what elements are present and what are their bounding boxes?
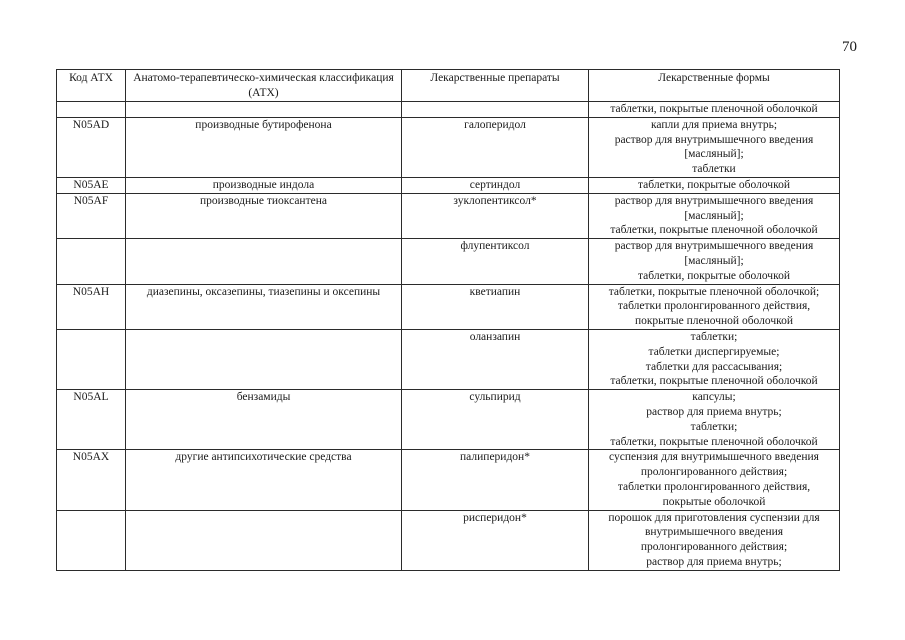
form-line: таблетки <box>692 163 736 176</box>
table-row <box>57 390 840 450</box>
cell-drug: кветиапин <box>402 284 589 329</box>
cell-forms <box>589 193 840 238</box>
cell-drug: рисперидон* <box>402 510 589 570</box>
table-row <box>57 102 840 118</box>
cell-code <box>57 329 126 389</box>
table-row <box>57 239 840 284</box>
table-row <box>57 284 840 329</box>
cell-code: N05AL <box>57 390 126 450</box>
cell-classification <box>126 102 402 118</box>
cell-forms <box>589 177 840 193</box>
cell-code: N05AX <box>57 450 126 510</box>
form-line: [масляный]; <box>684 148 744 161</box>
table-row <box>57 117 840 177</box>
form-line: капли для приема внутрь; <box>650 118 778 131</box>
cell-drug: сертиндол <box>402 177 589 193</box>
cell-classification <box>126 510 402 570</box>
atx-drug-table <box>56 69 840 571</box>
cell-forms <box>589 510 840 570</box>
cell-drug: зуклопентиксол* <box>402 193 589 238</box>
form-line: таблетки, покрытые оболочкой <box>638 178 790 191</box>
table-body <box>57 102 840 571</box>
table-row <box>57 510 840 570</box>
form-line: раствор для внутримышечного введения <box>614 240 814 253</box>
cell-forms <box>589 239 840 284</box>
header-code: Код АТХ <box>57 70 126 102</box>
cell-code: N05AE <box>57 177 126 193</box>
form-line: порошок для приготовления суспензии для <box>608 511 820 524</box>
form-line: внутримышечного введения <box>644 526 784 539</box>
form-line: раствор для внутримышечного введения <box>614 194 814 207</box>
cell-classification: производные тиоксантена <box>126 193 402 238</box>
header-classification: Анатомо-терапевтическо-химическая классификация (АТХ) <box>126 70 402 102</box>
cell-classification: другие антипсихотические средства <box>126 450 402 510</box>
form-line: таблетки; <box>690 420 738 433</box>
form-line: таблетки для рассасывания; <box>645 360 783 373</box>
cell-forms <box>589 390 840 450</box>
cell-code: N05AD <box>57 117 126 177</box>
form-line: таблетки, покрытые оболочкой <box>638 269 790 282</box>
form-line: суспензия для внутримышечного введения <box>609 451 819 464</box>
form-line: покрытые пленочной оболочкой <box>634 315 794 328</box>
cell-forms <box>589 284 840 329</box>
cell-classification: диазепины, оксазепины, тиазепины и оксепины <box>126 284 402 329</box>
form-line: таблетки, покрытые пленочной оболочкой <box>610 103 818 115</box>
table-header-row <box>57 70 840 102</box>
form-line: таблетки диспергируемые; <box>648 345 780 358</box>
cell-classification: производные индола <box>126 177 402 193</box>
header-forms: Лекарственные формы <box>589 70 840 102</box>
form-line: таблетки, покрытые пленочной оболочкой <box>610 224 818 237</box>
form-line: [масляный]; <box>684 254 744 267</box>
cell-code: N05AH <box>57 284 126 329</box>
cell-forms <box>589 450 840 510</box>
table-row <box>57 329 840 389</box>
cell-code <box>57 510 126 570</box>
cell-classification: производные бутирофенона <box>126 117 402 177</box>
cell-forms <box>589 117 840 177</box>
cell-forms <box>589 329 840 389</box>
cell-code: N05AF <box>57 193 126 238</box>
form-line: раствор для приема внутрь; <box>646 555 782 568</box>
header-drugs: Лекарственные препараты <box>402 70 589 102</box>
cell-drug: палиперидон* <box>402 450 589 510</box>
table-row <box>57 450 840 510</box>
form-line: раствор для приема внутрь; <box>646 405 782 418</box>
form-line: пролонгированного действия; <box>640 541 788 554</box>
cell-classification: бензамиды <box>126 390 402 450</box>
form-line: таблетки, покрытые пленочной оболочкой; <box>608 285 820 298</box>
form-line: раствор для внутримышечного введения <box>614 133 814 146</box>
form-line: пролонгированного действия; <box>640 466 788 479</box>
cell-code <box>57 102 126 118</box>
form-line: таблетки; <box>690 330 738 343</box>
cell-classification <box>126 239 402 284</box>
page-number: 70 <box>842 39 857 55</box>
cell-drug: сульпирид <box>402 390 589 450</box>
cell-forms <box>589 102 840 118</box>
cell-drug <box>402 102 589 118</box>
cell-drug: оланзапин <box>402 329 589 389</box>
form-line: [масляный]; <box>684 209 744 222</box>
cell-code <box>57 239 126 284</box>
cell-drug: флупентиксол <box>402 239 589 284</box>
form-line: покрытые оболочкой <box>662 495 766 508</box>
form-line: капсулы; <box>692 391 736 404</box>
form-line: таблетки пролонгированного действия, <box>617 480 811 493</box>
table-row <box>57 193 840 238</box>
form-line: таблетки пролонгированного действия, <box>617 300 811 313</box>
table-row <box>57 177 840 193</box>
form-line: таблетки, покрытые пленочной оболочкой <box>610 375 818 388</box>
cell-classification <box>126 329 402 389</box>
cell-drug: галоперидол <box>402 117 589 177</box>
form-line: таблетки, покрытые пленочной оболочкой <box>610 435 818 448</box>
